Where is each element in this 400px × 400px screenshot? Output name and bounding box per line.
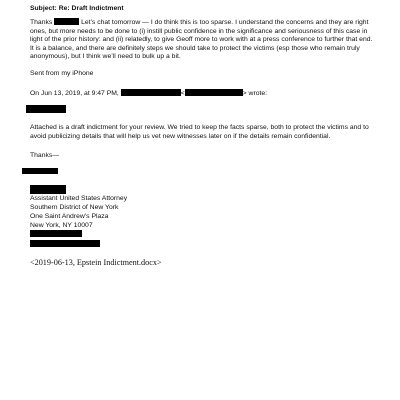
quote-suffix: > wrote: — [242, 90, 268, 97]
redacted-phone — [30, 230, 82, 237]
redacted-sender-email — [185, 89, 243, 96]
signature-address-line1: One Saint Andrew’s Plaza — [30, 213, 109, 220]
redacted-name — [54, 18, 79, 25]
quote-header — [30, 89, 267, 99]
reply-paragraph — [30, 18, 375, 62]
email-subject: Subject: Re: Draft Indictment — [30, 5, 124, 12]
redacted-sender-name — [121, 89, 181, 96]
signature-office: Southern District of New York — [30, 204, 119, 211]
redacted-email — [30, 240, 100, 247]
sent-from: Sent from my iPhone — [30, 70, 94, 77]
reply-body: Let’s chat tomorrow — I do think this is too sparse. I understand the concerns and they are right ones, but more needs to be done to (i) instill public confidence in the significance and seriousness of this case in light of the prior history: and (ii) relatedly, to give Geoff more to work with at a press conference to further that end. It is a balance, and there are definitely steps we should take to protect the victims (esp those who remain truly anonymous), but I think we’ll need to bulk up a bit. — [30, 19, 373, 60]
redacted-recipient — [26, 105, 66, 113]
quote-mid: < — [180, 90, 185, 97]
attachment-name[interactable]: <2019-06-13, Epstein Indictment.docx> — [30, 258, 162, 267]
reply-greeting: Thanks — [30, 19, 53, 26]
redacted-signer-initials — [22, 168, 58, 174]
redacted-signer-name — [30, 185, 66, 194]
signature-title: Assistant United States Attorney — [30, 195, 128, 202]
quoted-paragraph: Attached is a draft indictment for your review. We tried to keep the facts sparse, both to protect the victims and to avoid publicizing details that will help us vet new witnesses later on if the details remain confidential. — [30, 124, 369, 140]
quoted-signoff: Thanks— — [30, 152, 60, 159]
quote-prefix: On Jun 13, 2019, at 9:47 PM, — [30, 90, 119, 97]
signature-address-line2: New York, NY 10007 — [30, 222, 93, 229]
